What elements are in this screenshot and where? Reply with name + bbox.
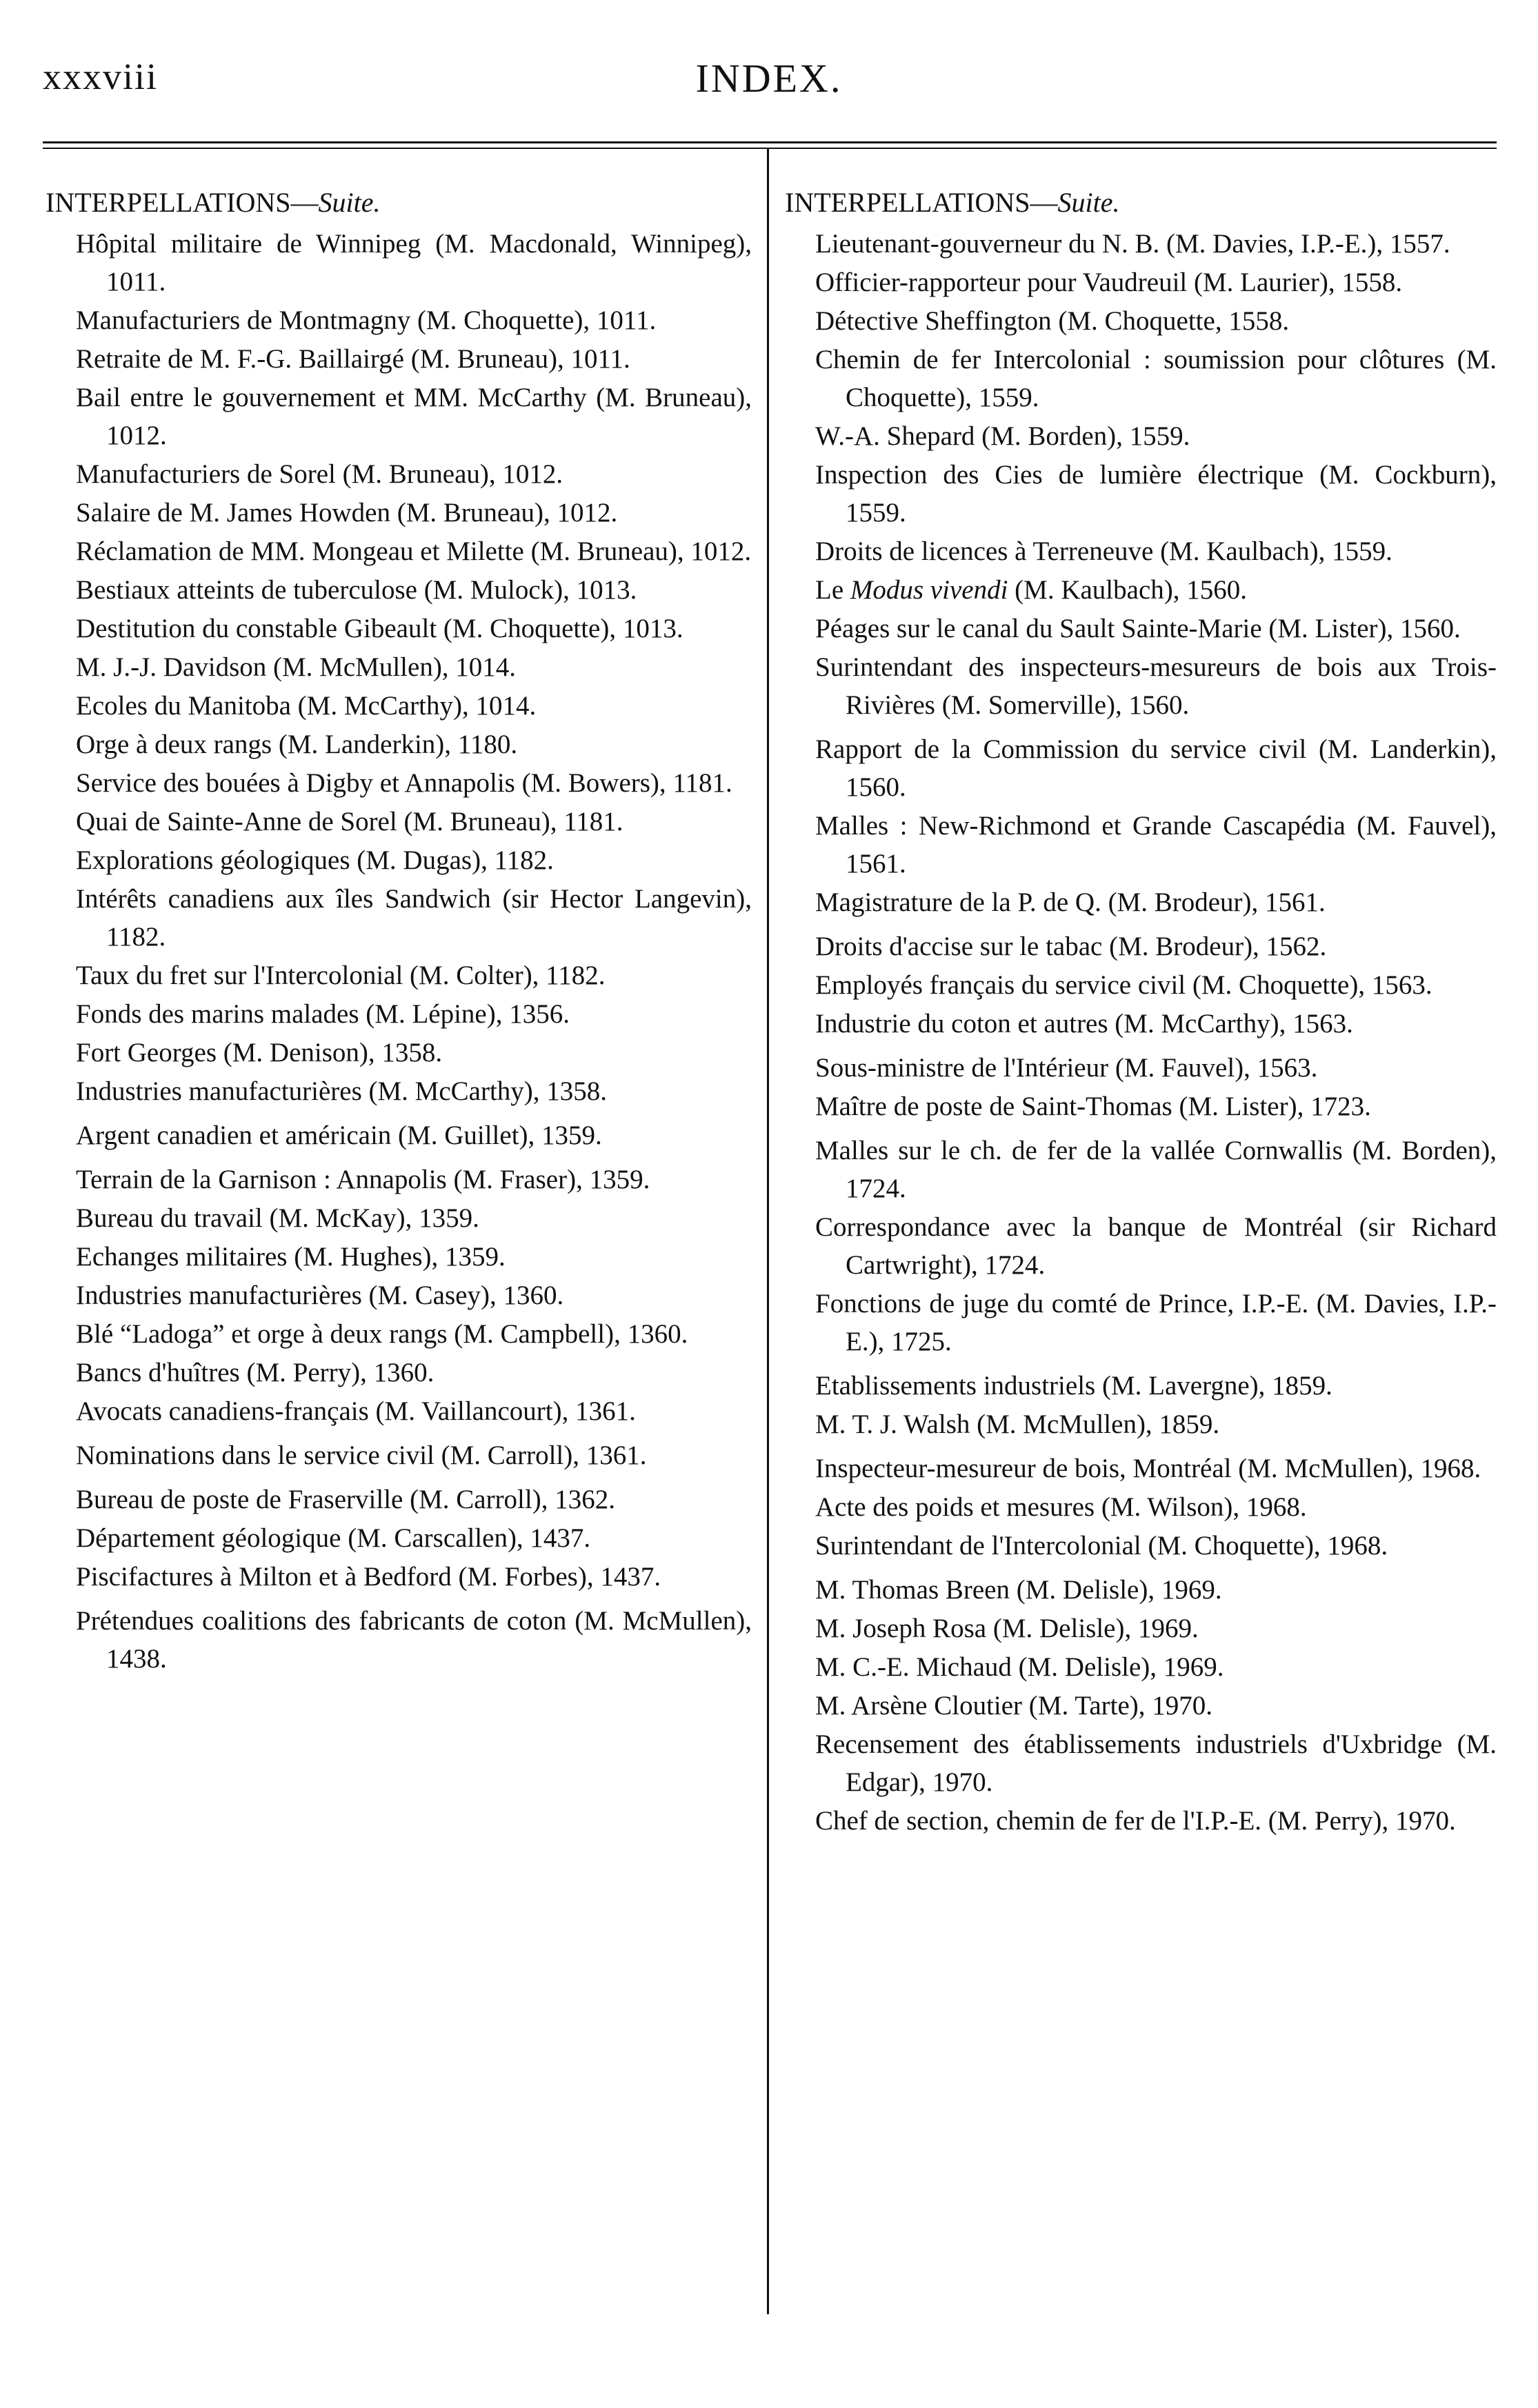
column-divider (767, 149, 769, 2314)
index-entry: Explorations géologiques (M. Dugas), 1182. (76, 845, 554, 875)
index-entry: Hôpital militaire de Winnipeg (M. Macdonald, Winnipeg), 1011. (76, 229, 752, 297)
index-entry: Malles sur le ch. de fer de la vallée Cornwallis (M. Borden), 1724. (815, 1136, 1497, 1203)
index-entry: Droits d'accise sur le tabac (M. Brodeur), 1562. (815, 932, 1327, 961)
index-entry: Nominations dans le service civil (M. Carroll), 1361. (76, 1441, 647, 1470)
index-entry: Surintendant des inspecteurs-mesureurs de bois aux Trois-Rivières (M. Somerville), 1560. (815, 652, 1497, 720)
index-entry: Maître de poste de Saint-Thomas (M. Lister), 1723. (815, 1092, 1371, 1121)
index-entry: Rapport de la Commission du service civil (M. Landerkin), 1560. (815, 734, 1497, 802)
index-entry: Recensement des établissements industriels d'Uxbridge (M. Edgar), 1970. (815, 1729, 1497, 1797)
index-entry: Taux du fret sur l'Intercolonial (M. Colter), 1182. (76, 961, 606, 990)
index-entry: W.-A. Shepard (M. Borden), 1559. (815, 421, 1190, 451)
index-entry: Inspection des Cies de lumière électrique (M. Cockburn), 1559. (815, 460, 1497, 528)
index-entry: Echanges militaires (M. Hughes), 1359. (76, 1242, 506, 1272)
index-entry: Le Modus vivendi (M. Kaulbach), 1560. (815, 575, 1247, 605)
index-entry: M. J.-J. Davidson (M. McMullen), 1014. (76, 652, 517, 682)
index-entry: Prétendues coalitions des fabricants de coton (M. McMullen), 1438. (76, 1606, 752, 1674)
index-entry: Service des bouées à Digby et Annapolis (M. Bowers), 1181. (76, 768, 732, 798)
index-entry: Lieutenant-gouverneur du N. B. (M. Davies, I.P.-E.), 1557. (815, 229, 1450, 259)
index-entry: Orge à deux rangs (M. Landerkin), 1180. (76, 730, 518, 759)
index-entry: Détective Sheffington (M. Choquette, 1558. (815, 306, 1290, 336)
index-entry: Bail entre le gouvernement et MM. McCarthy (M. Bruneau), 1012. (76, 383, 752, 450)
index-entry: Destitution du constable Gibeault (M. Choquette), 1013. (76, 614, 683, 643)
index-entry: Péages sur le canal du Sault Sainte-Marie (M. Lister), 1560. (815, 614, 1461, 643)
index-entry: Bancs d'huîtres (M. Perry), 1360. (76, 1358, 435, 1387)
index-entry: M. Arsène Cloutier (M. Tarte), 1970. (815, 1691, 1213, 1720)
index-entry: Surintendant de l'Intercolonial (M. Choquette), 1968. (815, 1531, 1388, 1561)
index-entry: Piscifactures à Milton et à Bedford (M. Forbes), 1437. (76, 1562, 661, 1592)
index-entry: M. Thomas Breen (M. Delisle), 1969. (815, 1575, 1222, 1605)
index-entry: Blé “Ladoga” et orge à deux rangs (M. Campbell), 1360. (76, 1319, 688, 1349)
index-entry: M. C.-E. Michaud (M. Delisle), 1969. (815, 1652, 1224, 1682)
left-column-heading: INTERPELLATIONS—Suite. (46, 187, 381, 218)
heading-text: INTERPELLATIONS (46, 187, 291, 218)
index-entry: Industrie du coton et autres (M. McCarthy), 1563. (815, 1009, 1353, 1039)
index-entry: Bureau du travail (M. McKay), 1359. (76, 1203, 479, 1233)
left-column (46, 185, 752, 1678)
index-entry: Quai de Sainte-Anne de Sorel (M. Bruneau), 1181. (76, 807, 623, 836)
heading-suffix: Suite. (1057, 187, 1120, 218)
index-entry: Argent canadien et américain (M. Guillet), 1359. (76, 1121, 602, 1150)
index-entry: Retraite de M. F.-G. Baillairgé (M. Bruneau), 1011. (76, 344, 630, 374)
index-entry: Intérêts canadiens aux îles Sandwich (sir Hector Langevin), 1182. (76, 884, 752, 952)
page-title: INDEX. (695, 56, 843, 101)
index-entry: Droits de licences à Terreneuve (M. Kaulbach), 1559. (815, 536, 1392, 566)
index-entry: Industries manufacturières (M. Casey), 1360. (76, 1281, 564, 1310)
index-entry: Correspondance avec la banque de Montréal (sir Richard Cartwright), 1724. (815, 1212, 1497, 1280)
index-entry: Employés français du service civil (M. Choquette), 1563. (815, 970, 1432, 1000)
index-entry: Fonds des marins malades (M. Lépine), 1356. (76, 999, 570, 1029)
index-entry: Sous-ministre de l'Intérieur (M. Fauvel), 1563. (815, 1053, 1318, 1083)
italic-phrase: Modus vivendi (850, 575, 1008, 605)
index-entry: Industries manufacturières (M. McCarthy), 1358. (76, 1076, 608, 1106)
left-entries (46, 225, 752, 1678)
index-entry: Inspecteur-mesureur de bois, Montréal (M. McMullen), 1968. (815, 1454, 1481, 1483)
heading-suffix: Suite. (318, 187, 381, 218)
index-entry: Chef de section, chemin de fer de l'I.P.-E. (M. Perry), 1970. (815, 1806, 1456, 1836)
index-entry: Magistrature de la P. de Q. (M. Brodeur), 1561. (815, 887, 1326, 917)
index-entry: M. Joseph Rosa (M. Delisle), 1969. (815, 1614, 1199, 1643)
index-entry: Manufacturiers de Montmagny (M. Choquette), 1011. (76, 305, 657, 335)
index-entry: Officier-rapporteur pour Vaudreuil (M. Laurier), 1558. (815, 268, 1403, 297)
index-entry: Ecoles du Manitoba (M. McCarthy), 1014. (76, 691, 537, 721)
index-entry: Acte des poids et mesures (M. Wilson), 1968. (815, 1492, 1307, 1522)
page-number: xxxviii (43, 56, 159, 97)
right-column-heading: INTERPELLATIONS—Suite. (785, 187, 1120, 218)
index-entry: Bureau de poste de Fraserville (M. Carroll), 1362. (76, 1485, 615, 1514)
index-entry: Etablissements industriels (M. Lavergne), 1859. (815, 1371, 1332, 1401)
index-entry: Avocats canadiens-français (M. Vaillancourt), 1361. (76, 1396, 636, 1426)
index-entry: M. T. J. Walsh (M. McMullen), 1859. (815, 1409, 1220, 1439)
index-entry: Fort Georges (M. Denison), 1358. (76, 1038, 443, 1067)
index-entry: Manufacturiers de Sorel (M. Bruneau), 1012. (76, 459, 563, 489)
index-entry: Terrain de la Garnison : Annapolis (M. Fraser), 1359. (76, 1165, 650, 1194)
right-entries (785, 225, 1497, 1840)
index-entry: Fonctions de juge du comté de Prince, I.P.-E. (M. Davies, I.P.-E.), 1725. (815, 1289, 1497, 1356)
index-entry: Malles : New-Richmond et Grande Cascapédia (M. Fauvel), 1561. (815, 811, 1497, 879)
index-entry: Chemin de fer Intercolonial : soumission pour clôtures (M. Choquette), 1559. (815, 345, 1497, 412)
header-rule (43, 141, 1497, 149)
right-column (785, 185, 1497, 1840)
index-entry: Département géologique (M. Carscallen), 1437. (76, 1523, 591, 1553)
index-entry: Bestiaux atteints de tuberculose (M. Mulock), 1013. (76, 575, 637, 605)
index-entry: Salaire de M. James Howden (M. Bruneau), 1012. (76, 498, 618, 528)
heading-text: INTERPELLATIONS (785, 187, 1030, 218)
index-entry: Réclamation de MM. Mongeau et Milette (M. Bruneau), 1012. (76, 536, 752, 566)
